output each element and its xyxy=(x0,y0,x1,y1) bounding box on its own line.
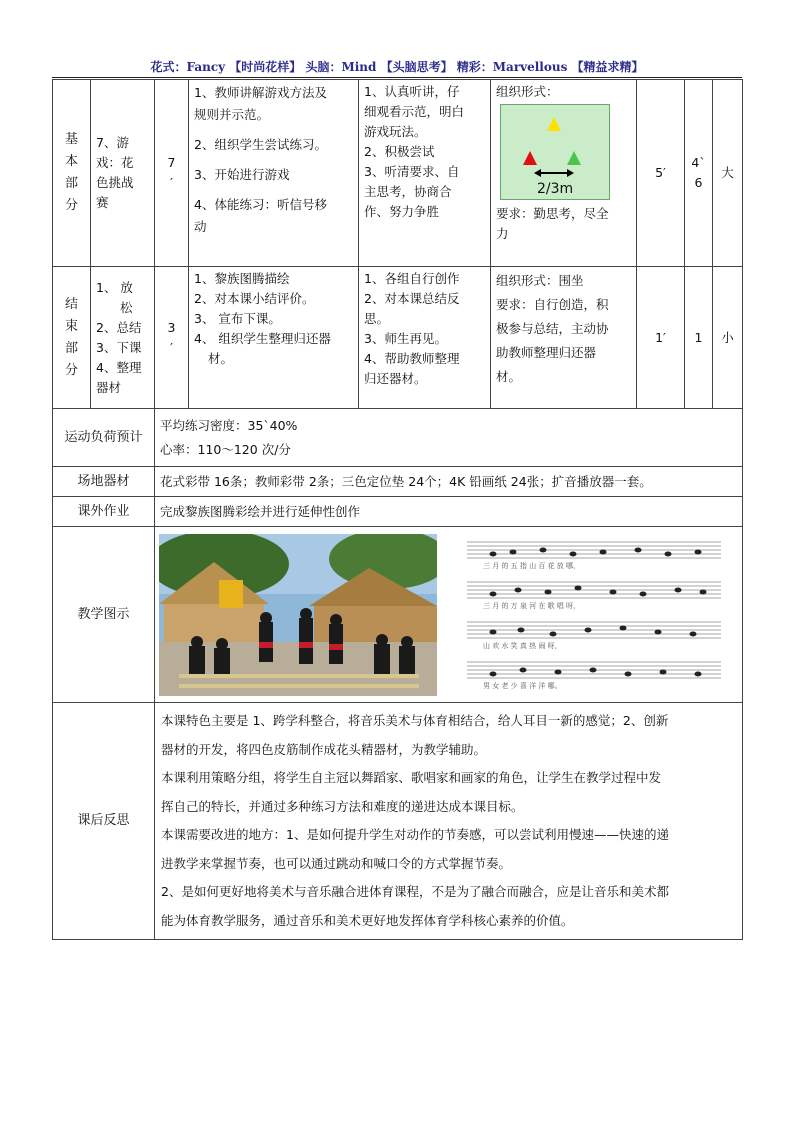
header-banner: 花式：Fancy 【时尚花样】 头脑：Mind 【头脑思考】 精彩：Marvellous 【精益求精】 xyxy=(150,60,644,74)
yellow-triangle-icon xyxy=(547,117,561,131)
basic-teacher-activity: 1、教师讲解游戏方法及 规则并示范。 2、组织学生尝试练习。 3、开始进行游戏 4、体能练习：听信号移 动 xyxy=(189,80,359,267)
end-time: 3 ′ xyxy=(155,267,189,409)
end-organization: 组织形式：围坐 要求：自行创造，积 极参与总结，主动协 助教师整理归还器 材。 xyxy=(491,267,637,409)
equipment-value: 花式彩带 16条；教师彩带 2条；三色定位垫 24个；4K 铅画纸 24张；扩音播放器一套。 xyxy=(155,467,743,497)
equipment-row xyxy=(53,467,743,497)
homework-row xyxy=(53,497,743,527)
exercise-load-value: 平均练习密度：35`40% 心率：110～120 次/分 xyxy=(155,409,743,467)
end-duration: 1′ xyxy=(637,267,685,409)
equipment-label: 场地器材 xyxy=(53,467,155,497)
exercise-load-row xyxy=(53,409,743,467)
basic-part-row xyxy=(53,80,743,267)
end-section-label: 结 束 部 分 xyxy=(53,267,91,409)
lyric-line-4: 男 女 老 少 喜 洋 洋 哪。 xyxy=(482,681,562,690)
illustration-content xyxy=(155,527,743,703)
basic-duration: 5′ xyxy=(637,80,685,267)
end-teacher-activity: 1、黎族图腾描绘 2、对本课小结评价。 3、 宣布下课。 4、 组织学生整理归还器 材。 xyxy=(189,267,359,409)
end-intensity: 小 xyxy=(713,267,743,409)
bamboo-dance-photo xyxy=(159,534,437,696)
exercise-load-label: 运动负荷预计 xyxy=(53,409,155,467)
green-triangle-icon xyxy=(567,151,581,165)
end-count: 1 xyxy=(685,267,713,409)
basic-count: 4` 6 xyxy=(685,80,713,267)
lyric-line-1: 三 月 的 五 指 山 百 花 放 哪， xyxy=(482,561,581,570)
basic-student-activity: 1、认真听讲，仔 细观看示范，明白 游戏玩法。 2、积极尝试 3、听清要求、自 主思考，协商合 作、努力争胜 xyxy=(359,80,491,267)
basic-time: 7 ′ xyxy=(155,80,189,267)
illustration-row xyxy=(53,527,743,703)
lyric-line-3: 山 欢 水 笑 真 热 闹 呀， xyxy=(482,641,562,650)
homework-label: 课外作业 xyxy=(53,497,155,527)
reflection-label: 课后反思 xyxy=(53,703,155,940)
reflection-text: 本课特色主要是 1、跨学科整合，将音乐美术与体育相结合，给人耳目一新的感觉；2、创新 器材的开发，将四色皮筋制作成花头精器材，为教学辅助。 本课利用策略分组，将学生自主冠以舞蹈家、歌唱家和画家的角色，让学生在教学过程中发 挥自己的特长，并通过多种练习方法和难度的递进达成本课目标。 本课需要改进的地方：1、是如何提升学生对动作的节奏感，可以尝试利用慢速——快速的递 进教学来掌握节奏，也可以通过跳动和喊口令的方式掌握节奏。 2、是如何更好地将美术与音乐融合进体育课程，不是为了融合而融合，应是让音乐和美术都 能为体育教学服务，通过音乐和美术更好地发挥体育学科核心素养的价值。 xyxy=(155,703,743,940)
end-student-activity: 1、各组自行创作 2、对本课总结反 思。 3、师生再见。 4、帮助教师整理 归还器材。 xyxy=(359,267,491,409)
double-arrow-icon xyxy=(534,168,574,178)
end-content: 1、 放 松 2、总结 3、下课 4、整理 器材 xyxy=(91,267,155,409)
distance-label: 2/3m xyxy=(537,181,574,197)
illustration-label: 教学图示 xyxy=(53,527,155,703)
basic-section-label: 基 本 部 分 xyxy=(53,80,91,267)
basic-intensity: 大 xyxy=(713,80,743,267)
homework-value: 完成黎族图腾彩绘并进行延伸性创作 xyxy=(155,497,743,527)
basic-content: 7、游 戏：花 色挑战 赛 xyxy=(91,80,155,267)
basic-organization: 组织形式： 2/3m 要求：勤思考，尽全 力 xyxy=(491,80,637,267)
header-divider xyxy=(52,77,742,78)
song-score xyxy=(463,534,725,696)
formation-diagram xyxy=(500,104,610,200)
lesson-plan-table xyxy=(52,79,743,940)
reflection-row xyxy=(53,703,743,940)
red-triangle-icon xyxy=(523,151,537,165)
lyric-line-2: 三 月 的 万 泉 河 在 歌 唱 呀， xyxy=(482,601,581,610)
end-part-row xyxy=(53,267,743,409)
